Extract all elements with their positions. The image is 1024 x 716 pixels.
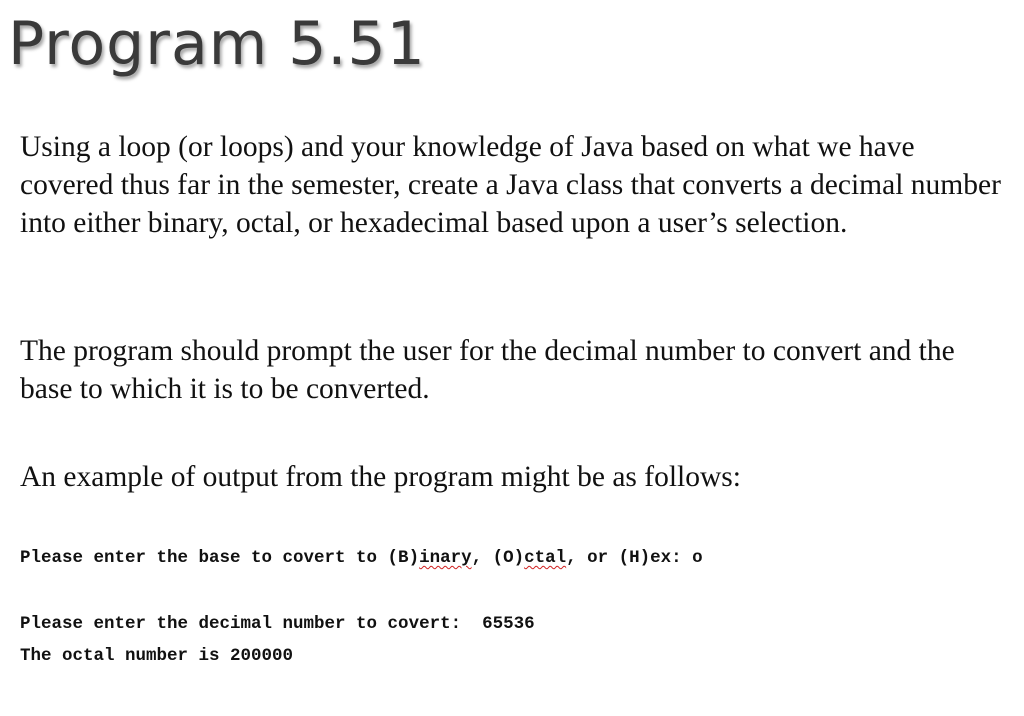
sample-output-line-number-prompt: Please enter the decimal number to covert: 65536	[20, 614, 535, 634]
base-prompt-text-3: , or (H)ex: o	[566, 548, 703, 568]
sample-output-line-result: The octal number is 200000	[20, 646, 294, 666]
page-title: Program 5.51	[8, 9, 426, 79]
paragraph-instructions: Using a loop (or loops) and your knowledge of Java based on what we have covered thus far in the semester, create a Java class that converts a decimal number into either binary, octal, or hexadecimal based upon a user’s selection.	[20, 131, 1001, 239]
paragraph-example-intro: An example of output from the program might be as follows:	[20, 461, 741, 493]
base-prompt-text-2: , (O)	[471, 548, 525, 568]
sample-output-line-base-prompt	[20, 548, 703, 568]
spellcheck-word-binary: inary	[419, 548, 472, 568]
base-prompt-text: Please enter the base to covert to (B)	[20, 548, 420, 568]
spellcheck-word-octal: ctal	[524, 548, 567, 568]
paragraph-prompt-requirements: The program should prompt the user for the decimal number to convert and the base to which it is to be converted.	[20, 335, 955, 405]
